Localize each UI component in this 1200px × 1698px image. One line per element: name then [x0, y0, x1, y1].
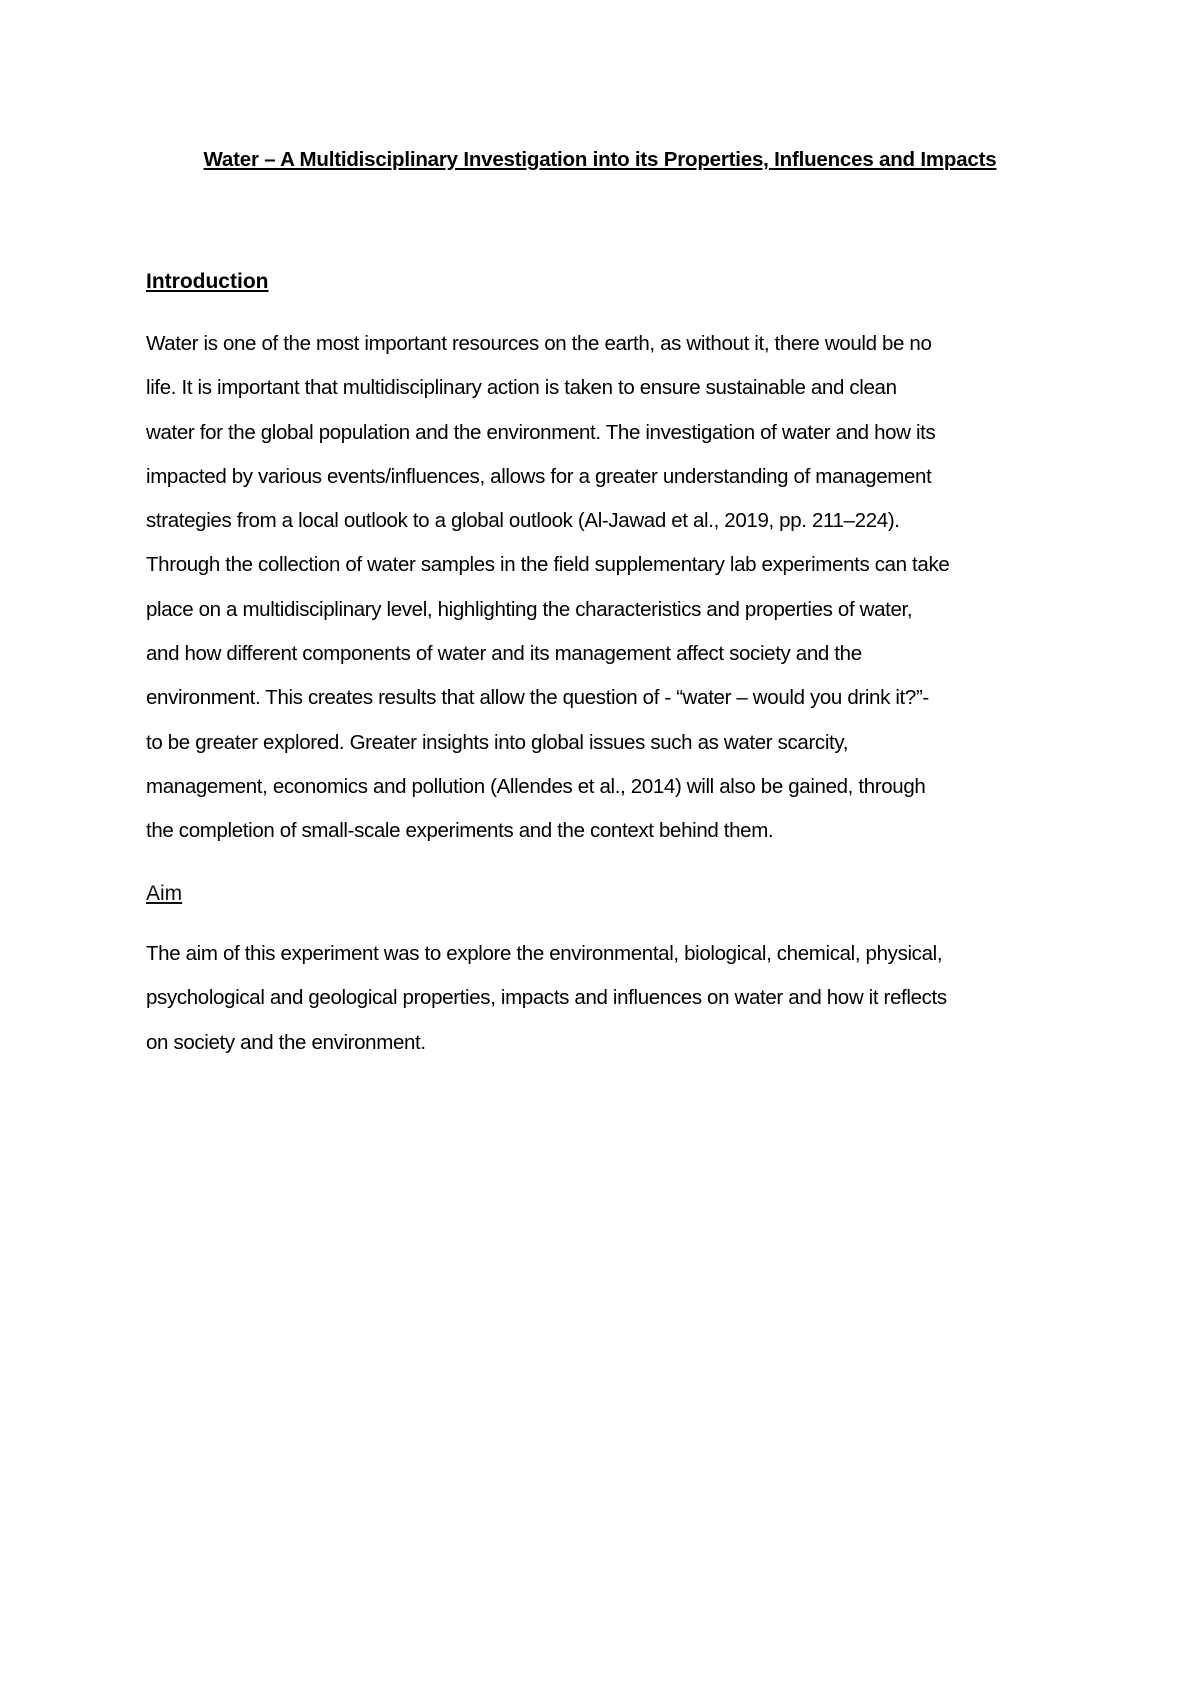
paragraph-line: place on a multidisciplinary level, highlighting the characteristics and properties of water,: [146, 597, 913, 621]
paragraph-line: on society and the environment.: [146, 1030, 426, 1054]
paragraph-line: to be greater explored. Greater insights into global issues such as water scarcity,: [146, 730, 849, 754]
paragraph-line: impacted by various events/influences, allows for a greater understanding of management: [146, 464, 932, 488]
document-title: Water – A Multidisciplinary Investigation into its Properties, Influences and Impacts: [203, 148, 997, 171]
aim-paragraph: [146, 932, 1076, 1065]
paragraph-line: Through the collection of water samples in the field supplementary lab experiments can take: [146, 553, 950, 577]
paragraph-line: strategies from a local outlook to a global outlook (Al-Jawad et al., 2019, pp. 211–224).: [146, 509, 900, 533]
paragraph-line: psychological and geological properties, impacts and influences on water and how it reflects: [146, 986, 947, 1010]
introduction-paragraph: [146, 322, 1076, 854]
paragraph-line: Water is one of the most important resources on the earth, as without it, there would be no: [146, 332, 932, 355]
paragraph-line: life. It is important that multidisciplinary action is taken to ensure sustainable and clean: [146, 376, 897, 400]
paragraph-line: environment. This creates results that allow the question of - “water – would you drink it?”-: [146, 686, 929, 710]
introduction-heading: Introduction: [146, 270, 269, 293]
paragraph-line: The aim of this experiment was to explore the environmental, biological, chemical, physical,: [146, 942, 943, 965]
aim-heading: Aim: [146, 882, 183, 905]
paragraph-line: the completion of small-scale experiments and the context behind them.: [146, 819, 774, 843]
paragraph-line: water for the global population and the environment. The investigation of water and how its: [146, 420, 936, 444]
paragraph-line: and how different components of water and its management affect society and the: [146, 642, 862, 666]
paragraph-line: management, economics and pollution (Allendes et al., 2014) will also be gained, through: [146, 774, 926, 798]
